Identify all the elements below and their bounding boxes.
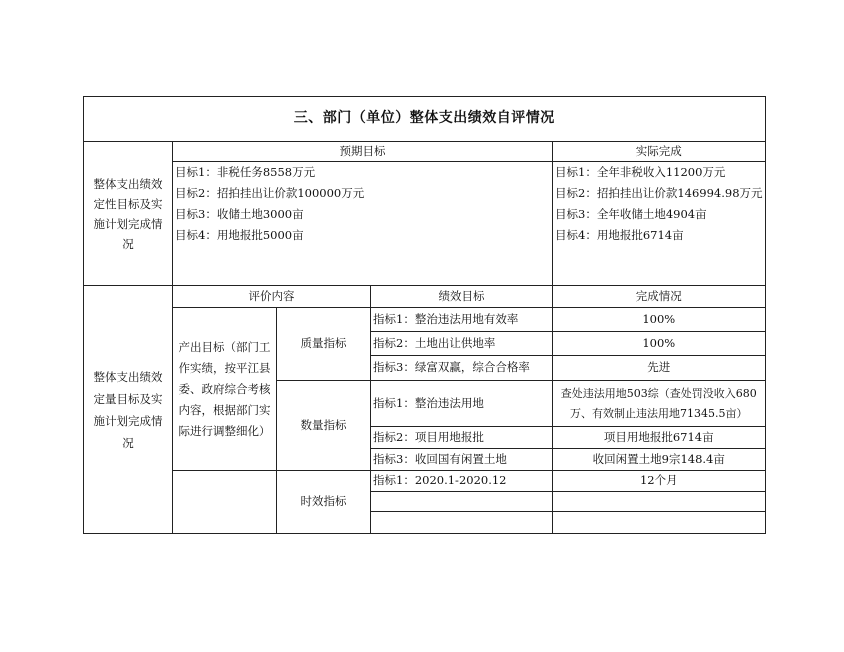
performance-table [83,96,766,534]
actual-completion-cell [553,162,766,286]
quality-result-1: 100% [553,308,766,332]
timeliness-target-3 [371,512,553,534]
quality-target-2: 指标2：土地出让供地率 [371,332,553,356]
timeliness-result-3 [553,512,766,534]
performance-target-header: 绩效目标 [371,286,553,308]
table-title: 三、部门（单位）整体支出绩效自评情况 [84,97,766,142]
quality-result-3: 先进 [553,356,766,381]
expected-goal-1: 目标1：非税任务8558万元 [175,165,316,179]
actual-goal-1: 目标1：全年非税收入11200万元 [555,165,726,179]
quantity-target-3: 指标3：收回国有闲置土地 [371,449,553,471]
output-target-continuation [173,471,277,534]
quantitative-row-label: 整体支出绩效定量目标及实施计划完成情况 [84,286,173,534]
quantity-result-2: 项目用地报批6714亩 [553,427,766,449]
timeliness-indicator-label: 时效指标 [277,471,371,534]
expected-goal-3: 目标3：收储土地3000亩 [175,207,304,221]
timeliness-result-1: 12个月 [553,471,766,492]
qualitative-row-label: 整体支出绩效定性目标及实施计划完成情况 [84,142,173,286]
expected-goals-header: 预期目标 [173,142,553,162]
quantity-target-2: 指标2：项目用地报批 [371,427,553,449]
expected-goal-2: 目标2：招拍挂出让价款100000万元 [175,186,365,200]
output-target-cell: 产出目标（部门工作实绩，按平江县委、政府综合考核内容，根据部门实际进行调整细化） [173,308,277,471]
actual-goal-2: 目标2：招拍挂出让价款146994.98万元 [555,186,763,200]
quality-indicator-label: 质量指标 [277,308,371,381]
timeliness-result-2 [553,492,766,512]
actual-goal-3: 目标3：全年收储土地4904亩 [555,207,707,221]
quantity-target-1: 指标1：整治违法用地 [371,381,553,427]
timeliness-target-2 [371,492,553,512]
quality-target-1: 指标1：整治违法用地有效率 [371,308,553,332]
actual-completion-header: 实际完成 [553,142,766,162]
quality-result-2: 100% [553,332,766,356]
expected-goals-cell [173,162,553,286]
actual-goal-4: 目标4：用地报批6714亩 [555,228,684,242]
completion-status-header: 完成情况 [553,286,766,308]
evaluation-content-header: 评价内容 [173,286,371,308]
quantity-indicator-label: 数量指标 [277,381,371,471]
quantity-result-3: 收回闲置土地9宗148.4亩 [553,449,766,471]
quantity-result-1: 查处违法用地503综（查处罚没收入680万、有效制止违法用地71345.5亩） [553,381,766,427]
timeliness-target-1: 指标1：2020.1-2020.12 [371,471,553,492]
expected-goal-4: 目标4：用地报批5000亩 [175,228,304,242]
quality-target-3: 指标3：绿富双赢，综合合格率 [371,356,553,381]
